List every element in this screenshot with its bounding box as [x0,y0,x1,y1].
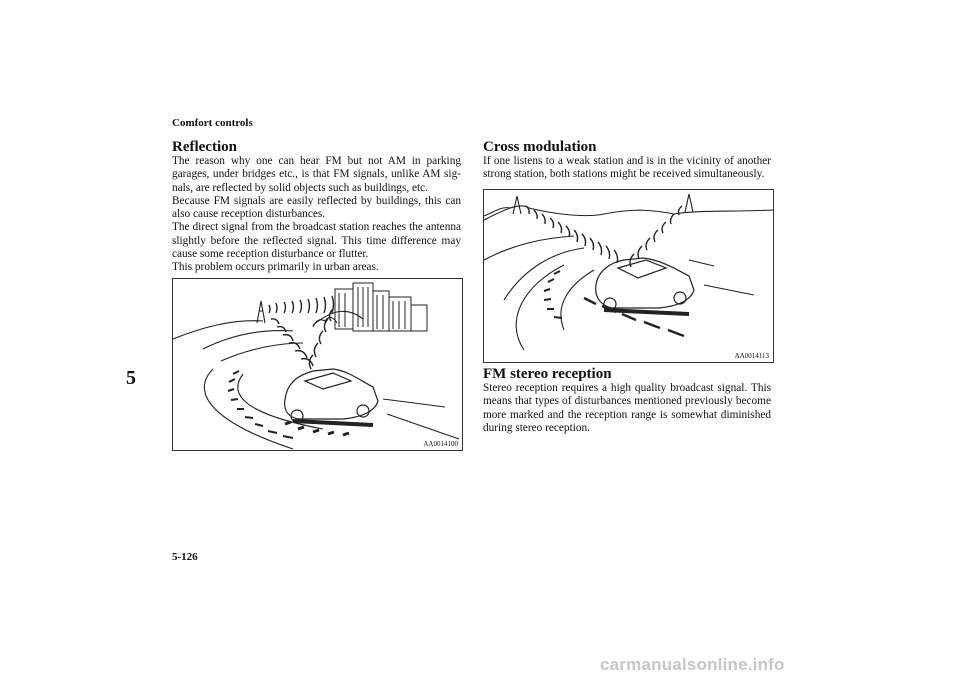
watermark: carmanualsonline.info [600,655,785,674]
cross-modulation-paragraph: If one listens to a weak station and is in the vicinity of another strong station, both stations might be received simultaneously. [483,155,771,181]
right-column [483,139,771,182]
stereo-section [483,366,771,435]
cross-modulation-illustration [483,189,774,363]
left-column [172,139,461,275]
reflection-paragraph-4: This problem occurs primarily in urban areas. [172,261,379,274]
reflection-paragraph-1: The reason why one can hear FM but not AM in parking garages, under bridges etc., is that FM signals, unlike AM sig-nals, are reflected by solid objects such as buildings, etc. [172,155,461,194]
cross-modulation-heading: Cross modulation [483,139,597,155]
page-number: 5-126 [172,551,198,563]
figure-code: AA0014100 [423,440,458,448]
section-header: Comfort controls [172,117,253,129]
fm-stereo-heading: FM stereo reception [483,366,612,382]
fm-stereo-paragraph: Stereo reception requires a high quality broadcast signal. This means that types of disturbances mentioned previously become more marked and the reception range is somewhat diminished during stereo reception. [483,382,771,434]
reflection-paragraph-3: The direct signal from the broadcast station reaches the antenna slightly before the reflected signal. This time difference may cause some reception disturbance or flutter. [172,221,461,261]
reflection-paragraph-2: Because FM signals are easily reflected by buildings, this can also cause reception disturbances. [172,194,461,221]
chapter-tab: 5 [126,367,136,389]
reflection-illustration [172,278,463,451]
figure-code: AA0014113 [734,352,769,360]
reflection-heading: Reflection [172,139,237,155]
